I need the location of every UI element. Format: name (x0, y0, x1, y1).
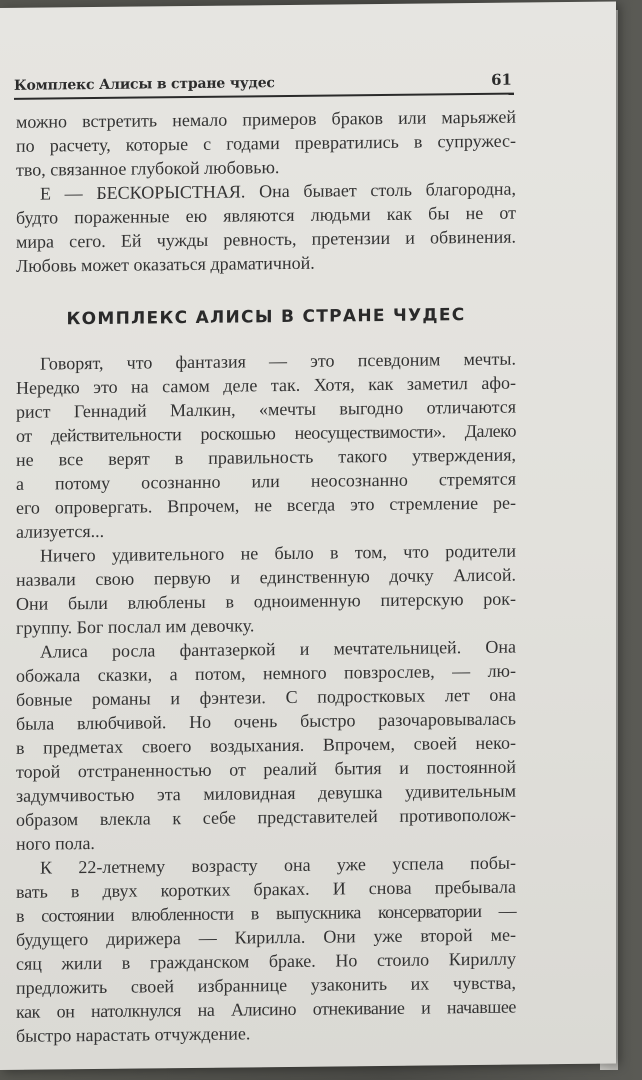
book-page (0, 2, 616, 1070)
text-line: задумчивостью эта миловидная девушка удивительным (16, 780, 516, 806)
section-heading: КОМПЛЕКС АЛИСЫ В СТРАНЕ ЧУДЕС (66, 305, 466, 330)
text-line: Алиса росла фантазеркой и мечтательницей. Она (40, 636, 516, 662)
text-line: группу. Бог послал им девочку. (16, 615, 255, 638)
text-line: от действительности роскошью неосуществимости». Далеко (16, 420, 516, 446)
text-line: ализуется... (16, 520, 105, 542)
text-line: а потому осознанно или неосознанно стремятся (16, 468, 516, 494)
text-line: Е — БЕСКОРЫСТНАЯ. Она бывает столь благородна, (40, 178, 516, 204)
text-line: ного пола. (16, 833, 95, 854)
text-line: не все верят в правильность такого утверждения, (16, 444, 516, 470)
text-line: тво, связанное глубокой любовью. (16, 157, 280, 180)
text-line: К 22-летнему возрасту она уже успела побы- (40, 852, 516, 878)
text-line: Говорят, что фантазия — это псевдоним мечты. (40, 348, 516, 374)
text-line: Нередко это на самом деле так. Хотя, как заметил афо- (16, 372, 516, 398)
text-line: можно встретить немало примеров браков или марьяжей (16, 106, 516, 132)
page-number: 61 (491, 70, 512, 89)
text-line: Ничего удивительного не было в том, что родители (40, 540, 516, 566)
text-line: мира сего. Ей чужды ревность, претензии и обвинения. (16, 226, 516, 252)
body-text (16, 105, 516, 1048)
text-line: в предметах своего воздыхания. Впрочем, своей неко- (16, 732, 516, 758)
text-line: его опровергать. Впрочем, не всегда это стремление ре- (16, 492, 516, 518)
text-line: была влюбчивой. Но очень быстро разочаровывалась (16, 708, 516, 734)
text-line: в состоянии влюбленности в выпускника консерватории — (16, 900, 516, 926)
text-line: образом влекла к себе представителей противополож- (16, 804, 516, 830)
text-line: Любовь может оказаться драматичной. (16, 252, 315, 276)
text-line: назвали свою первую и единственную дочку Алисой. (16, 564, 516, 590)
text-line: быстро нарастать отчуждение. (16, 1023, 251, 1046)
running-head (14, 63, 514, 100)
text-line: будущего дирижера — Кирилла. Они уже второй ме- (16, 924, 516, 950)
text-line: торой отстраненностью от реалий бытия и постоянной (16, 756, 516, 782)
text-line: будто пораженные ею являются людьми как бы не от (16, 202, 516, 228)
text-line: обожала сказки, а потом, немного повзрослев, — лю- (16, 660, 516, 686)
running-title: Комплекс Алисы в стране чудес (14, 75, 275, 94)
text-line: бовные романы и фэнтези. С подростковых лет она (16, 684, 516, 710)
text-line: Они были влюблены в одноименную питерскую рок- (16, 588, 516, 614)
text-line: сяц жили в гражданском браке. Но стоило Кириллу (16, 948, 516, 974)
text-line: по расчету, которые с годами превратились в супружес- (16, 130, 516, 156)
text-line: вать в двух коротких браках. И снова пребывала (16, 876, 516, 902)
text-line: предложить своей избраннице узаконить их чувства, (16, 972, 516, 998)
text-line: рист Геннадий Малкин, «мечты выгодно отличаются (16, 396, 516, 422)
text-line: как он натолкнулся на Алисино отнекивание и начавшее (16, 996, 516, 1022)
